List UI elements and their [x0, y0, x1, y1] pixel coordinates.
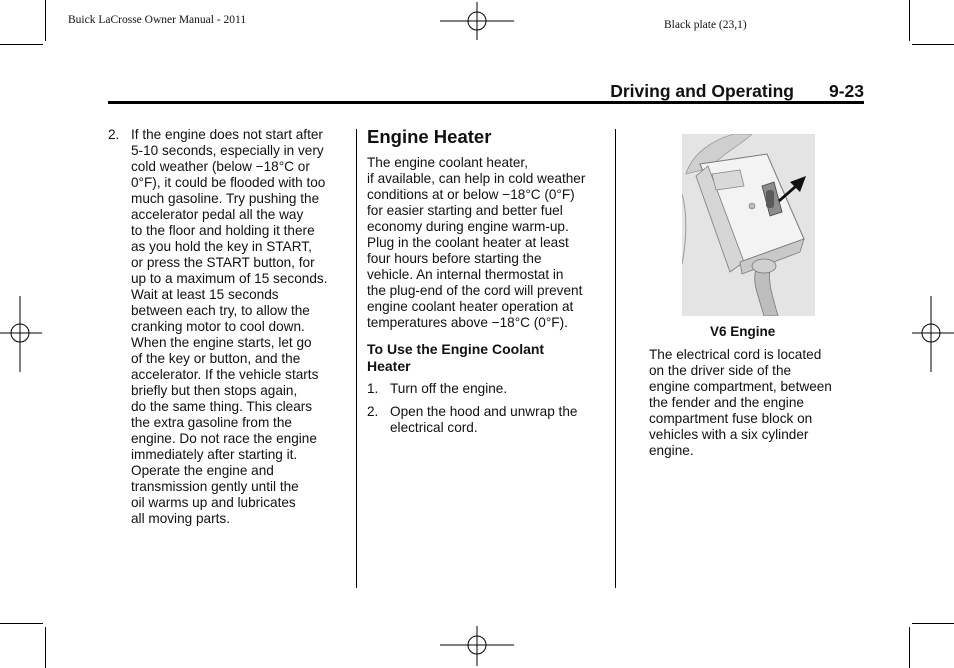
crop-mark	[912, 623, 954, 624]
crop-mark	[0, 44, 43, 45]
registration-target-icon	[440, 2, 516, 40]
step-text: If the engine does not start after 5-10 seconds, especially in very cold weather (below −18°C or 0°F), it could be flooded with too much gasoline. Try pushing the accelerator pedal all the way to the floor and holding it there as you hold the key in START, or press the START button, for up to a maximum of 15 seconds. Wait at least 15 seconds between each try, to allow the cranking motor to cool down. When the engine starts, let go of the key or button, and the accelerator. If the vehicle starts briefly but then stops again, do the same thing. This clears the extra gasoline from the engine. Do not race the engine immediately after starting it. Operate the engine and transmission gently until the oil warms up and lubricates all moving parts.	[131, 127, 328, 526]
crop-mark	[0, 623, 43, 624]
step-text: Open the hood and unwrap the electrical cord.	[390, 404, 578, 435]
registration-target-icon	[912, 296, 954, 372]
figure-caption: V6 Engine	[710, 324, 776, 339]
engine-heater-intro: The engine coolant heater, if available, can help in cold weather conditions at or below −18°C (0°F) for easier starting and better fuel economy during engine warm-up. Plug in the coolant heater at least four hours before starting the vehicle. An internal thermostat in the plug-end of the cord will prevent engine coolant heater operation at temperatures above −18°C (0°F).	[367, 155, 586, 330]
step-number: 2.	[108, 127, 120, 142]
registration-target-icon	[440, 626, 516, 666]
column-divider	[356, 129, 357, 588]
coolant-heater-subheading: To Use the Engine Coolant Heater	[367, 341, 545, 374]
header-rule	[108, 101, 864, 104]
step-number: 1.	[367, 381, 379, 396]
crop-mark	[45, 627, 46, 668]
section-title: Driving and Operating	[610, 81, 794, 101]
column-divider	[615, 129, 616, 588]
crop-mark	[909, 0, 910, 41]
plate-label: Black plate (23,1)	[664, 19, 747, 31]
step-text: Turn off the engine.	[390, 381, 508, 396]
crop-mark	[45, 0, 46, 41]
manual-title: Buick LaCrosse Owner Manual - 2011	[68, 14, 247, 26]
page-number: 9-23	[828, 81, 864, 101]
crop-mark	[909, 627, 910, 668]
step-number: 2.	[367, 404, 379, 419]
registration-target-icon	[0, 296, 42, 372]
crop-mark	[912, 44, 954, 45]
engine-heater-cord-illustration	[682, 134, 815, 316]
cord-location-text: The electrical cord is located on the driver side of the engine compartment, between the fender and the engine compartment fuse block on vehicles with a six cylinder engine.	[649, 347, 832, 458]
engine-heater-heading: Engine Heater	[367, 126, 492, 147]
